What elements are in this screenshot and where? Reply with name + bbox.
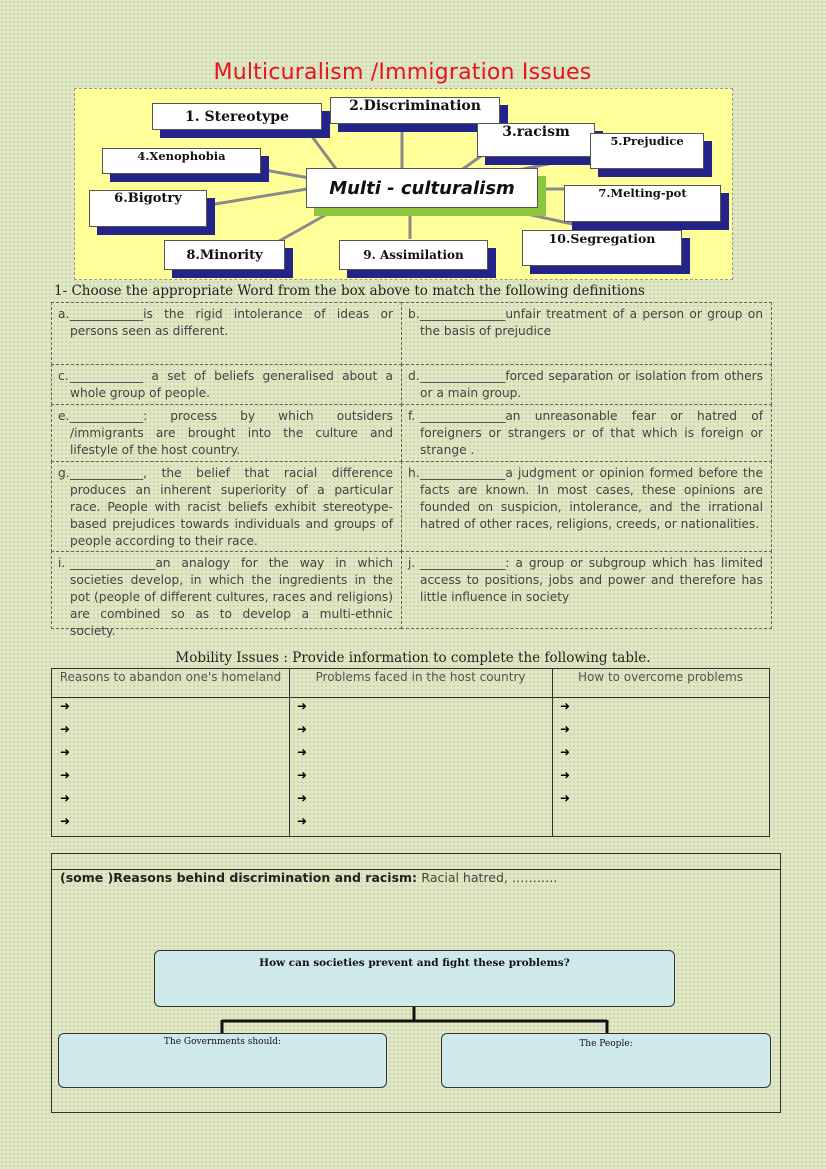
arrow-icon: ➜ [560, 791, 571, 805]
arrow-icon: ➜ [297, 699, 308, 713]
exercise1-instruction: 1- Choose the appropriate Word from the box above to match the following definitions [54, 283, 645, 299]
arrow-icon: ➜ [560, 768, 571, 782]
arrow-icon: ➜ [297, 791, 308, 805]
word-minority: 8.Minority [164, 240, 285, 270]
word-map [74, 88, 733, 280]
definition-e: e. ____________: process by which outsiders /immigrants are brought into the culture and lifestyle of the host country. [51, 404, 402, 462]
definition-d: d. ______________forced separation or isolation from others or a main group. [401, 364, 772, 405]
arrow-icon: ➜ [297, 814, 308, 828]
word-assimilation: 9. Assimilation [339, 240, 488, 270]
definition-c: c. ____________ a set of beliefs generalised about a whole group of people. [51, 364, 402, 405]
arrow-icon: ➜ [60, 722, 71, 736]
word-stereotype: 1. Stereotype [152, 103, 322, 130]
reasons-value: Racial hatred, ……….. [421, 870, 558, 885]
word-racism: 3.racism [477, 123, 595, 157]
reasons-label: (some )Reasons behind discrimination and racism: Racial hatred, ……….. [60, 870, 558, 885]
definition-a: a. ____________is the rigid intolerance of ideas or persons seen as different. [51, 302, 402, 365]
column-solutions [552, 669, 769, 836]
definition-j: j. ______________: a group or subgroup which has limited access to positions, jobs and power and therefore has little influence in society [401, 551, 772, 629]
word-xenophobia: 4.Xenophobia [102, 148, 261, 174]
people-box: The People: [441, 1033, 771, 1088]
definition-i: i. ______________an analogy for the way in which societies develop, in which the ingredients in the pot (people of different cultures, races and religions) are combined so as to develop a multi-ethnic society. [51, 551, 402, 629]
definitions-grid [51, 302, 772, 638]
page-title: Multicuralism /Immigration Issues [213, 60, 592, 85]
word-discrimination: 2.Discrimination [330, 97, 500, 124]
mobility-table [51, 668, 770, 837]
word-melting-pot: 7.Melting-pot [564, 185, 721, 222]
arrow-icon: ➜ [60, 791, 71, 805]
mobility-instruction: Mobility Issues : Provide information to complete the following table. [175, 650, 651, 666]
column-header: How to overcome problems [552, 669, 769, 698]
arrow-icon: ➜ [297, 745, 308, 759]
center-word: Multi - culturalism [306, 168, 538, 208]
arrow-icon: ➜ [560, 722, 571, 736]
arrow-icon: ➜ [60, 768, 71, 782]
definition-f: f. ______________an unreasonable fear or hatred of foreigners or strangers or of that which is foreign or strange . [401, 404, 772, 462]
word-segregation: 10.Segregation [522, 230, 682, 266]
arrow-icon: ➜ [60, 699, 71, 713]
definition-h: h. ______________a judgment or opinion formed before the facts are known. In most cases, these opinions are founded on suspicion, intolerance, and the irrational hatred of other races, religions, creeds, or nationalities. [401, 461, 772, 552]
column-header: Reasons to abandon one's homeland [52, 669, 289, 698]
column-header: Problems faced in the host country [289, 669, 552, 698]
arrow-icon: ➜ [297, 722, 308, 736]
word-prejudice: 5.Prejudice [590, 133, 704, 169]
arrow-icon: ➜ [60, 814, 71, 828]
arrow-icon: ➜ [560, 745, 571, 759]
governments-box: The Governments should: [58, 1033, 387, 1088]
question-box: How can societies prevent and fight these problems? [154, 950, 675, 1007]
definition-b: b. ______________unfair treatment of a person or group on the basis of prejudice [401, 302, 772, 365]
arrow-icon: ➜ [60, 745, 71, 759]
arrow-icon: ➜ [297, 768, 308, 782]
column-problems [289, 669, 553, 836]
definition-g: g. ____________, the belief that racial difference produces an inherent superiority of a particular race. People with racist beliefs exhibit stereotype-based prejudices towards individuals and groups of people according to their race. [51, 461, 402, 552]
word-bigotry: 6.Bigotry [89, 190, 207, 227]
reasons-section [51, 853, 781, 1113]
column-reasons [52, 669, 290, 836]
arrow-icon: ➜ [560, 699, 571, 713]
